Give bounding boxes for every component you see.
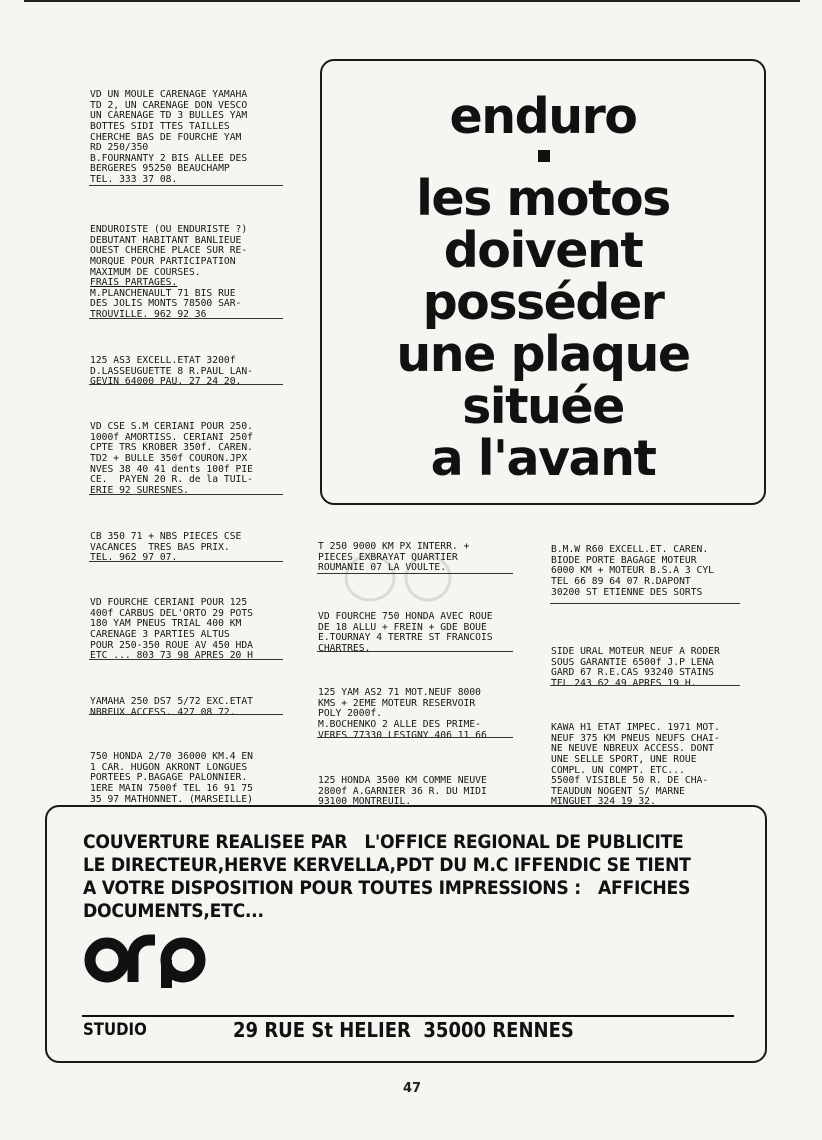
ad-separator — [317, 573, 513, 574]
hero-line: doivent — [443, 222, 643, 279]
hero-line: située — [462, 378, 624, 435]
ad-separator — [89, 659, 283, 660]
classified-ad-left-3: 125 AS3 EXCELL.ETAT 3200f D.LASSEUGUETTE 8 R.PAUL LAN- GEVIN 64000 PAU. 27 24 20. — [90, 355, 254, 388]
classified-ad-left-2: ENDUROISTE (OU ENDURISTE ?) DEBUTANT HABITANT BANLIEUE OUEST CHERCHE PLACE SUR RE- MORQUE POUR PARTICIPATION MAXIMUM DE COURSES. FRAIS PARTAGES. M.PLANCHENAULT 71 BIS RUE DES JOLIS MONTS 78500 SAR- TROUVILLE. 962 92 36 — [90, 224, 248, 320]
ad-separator — [89, 561, 283, 562]
ad-separator — [89, 185, 283, 186]
ad-separator — [89, 384, 283, 385]
cover-credit-line: LE DIRECTEUR,HERVE KERVELLA,PDT DU M.C IFFENDIC SE TIENT — [83, 855, 691, 876]
classified-ad-middle-2: VD FOURCHE 750 HONDA AVEC ROUE DE 18 ALLU + FREIN + GDE BOUE E.TOURNAY 4 TERTRE ST FRANCOIS CHARTRES. — [318, 611, 493, 654]
studio-label: STUDIO — [83, 1020, 147, 1040]
orp-logo — [83, 932, 215, 988]
hero-line: a l'avant — [430, 430, 656, 487]
ad-separator — [550, 603, 740, 604]
ad-separator — [89, 714, 283, 715]
classified-ad-middle-3: 125 YAM AS2 71 MOT.NEUF 8000 KMS + 2EME MOTEUR RESERVOIR POLY 2000f. M.BOCHENKO 2 ALLE DES PRIME- VERES 77330 LESIGNY 406 11 66 — [318, 687, 487, 741]
ad-separator — [89, 494, 283, 495]
page-number: 47 — [402, 1081, 422, 1096]
orp-logo-letters — [90, 940, 200, 988]
hero-line: posséder — [422, 274, 664, 331]
classified-ad-left-6: VD FOURCHE CERIANI POUR 125 400f CARBUS DEL'ORTO 29 POTS 180 YAM PNEUS TRIAL 400 KM CARENAGE 3 PARTIES ALTUS POUR 250-350 ROUE AV 450 HDA ETC ... 803 73 98 APRES 20 H — [90, 597, 254, 662]
classified-ad-middle-4: 125 HONDA 3500 KM COMME NEUVE 2800f A.GARNIER 36 R. DU MIDI 93100 MONTREUIL. — [318, 775, 487, 808]
bullet-mark — [538, 150, 550, 162]
cover-credit-box — [45, 805, 767, 1063]
classified-ad-left-7: YAMAHA 250 DS7 5/72 EXC.ETAT NBREUX ACCESS. 427 08 72. — [90, 696, 254, 718]
cover-credit-line: COUVERTURE REALISEE PAR L'OFFICE REGIONAL DE PUBLICITE — [83, 832, 684, 853]
cover-credit-line: A VOTRE DISPOSITION POUR TOUTES IMPRESSIONS : AFFICHES — [83, 878, 691, 899]
studio-address: 29 RUE St HELIER 35000 RENNES — [233, 1018, 574, 1042]
hero-line: enduro — [449, 88, 637, 145]
studio-rule — [82, 1015, 734, 1017]
enduro-notice-box — [320, 59, 766, 505]
hero-line: une plaque — [396, 326, 690, 383]
page-top-rule — [24, 0, 800, 2]
classified-ad-middle-1: T 250 9000 KM PX INTERR. + PIECES EXBRAYAT QUARTIER ROUMANIE 07 LA VOULTE. — [318, 541, 470, 574]
ad-separator — [317, 651, 513, 652]
classified-ad-left-5: CB 350 71 + NBS PIECES CSE VACANCES TRES BAS PRIX. TEL. 962 97 07. — [90, 531, 242, 564]
classified-ad-left-4: VD CSE S.M CERIANI POUR 250. 1000f AMORTISS. CERIANI 250f CPTE TRS KROBER 350f. CAREN. TD2 + BULLE 350f COURON.JPX NVES 38 40 41 dents 100f PIE CE. PAYEN 20 R. de la TUIL- ERIE 92 SURESNES. — [90, 421, 254, 496]
classified-ad-left-8: 750 HONDA 2/70 36000 KM.4 EN 1 CAR. HUGON AKRONT LONGUES PORTEES P.BAGAGE PALONNIER. 1ERE MAIN 7500f TEL 16 91 75 35 97 MATHONNET. (MARSEILLE) — [90, 751, 254, 805]
classified-ad-right-1: B.M.W R60 EXCELL.ET. CAREN. BIODE PORTE BAGAGE MOTEUR 6000 KM + MOTEUR B.S.A 3 CYL TEL 66 89 64 07 R.DAPONT 30200 ST ETIENNE DES SORTS — [551, 544, 715, 598]
ad-separator — [89, 318, 283, 319]
cover-credit-line: DOCUMENTS,ETC... — [83, 901, 264, 922]
ad-separator — [550, 685, 740, 686]
classified-ad-right-2: SIDE URAL MOTEUR NEUF A RODER SOUS GARANTIE 6500f J.P LENA GARD 67 R.E.CAS 93240 STAINS TEL 243 62 49 APRES 19 H. — [551, 646, 720, 689]
hero-line: les motos — [416, 170, 670, 227]
ad-separator — [317, 737, 513, 738]
classified-ad-left-1: VD UN MOULE CARENAGE YAMAHA TD 2, UN CARENAGE DON VESCO UN CARENAGE TD 3 BULLES YAM BOTTES SIDI TTES TAILLES CHERCHE BAS DE FOURCHE YAM RD 250/350 B.FOURNANTY 2 BIS ALLEE DES BERGERES 95250 BEAUCHAMP TEL. 333 37 08. — [90, 89, 248, 185]
classified-ad-right-3: KAWA H1 ETAT IMPEC. 1971 MOT. NEUF 375 KM PNEUS NEUFS CHAI- NE NEUVE NBREUX ACCESS. DONT UNE SELLE SPORT, UNE ROUE COMPL. UN COMPT. ETC... 5500f VISIBLE 50 R. DE CHA- TEAUDUN NOGENT S/ MARNE MINGUET 324 19 32. — [551, 722, 720, 808]
